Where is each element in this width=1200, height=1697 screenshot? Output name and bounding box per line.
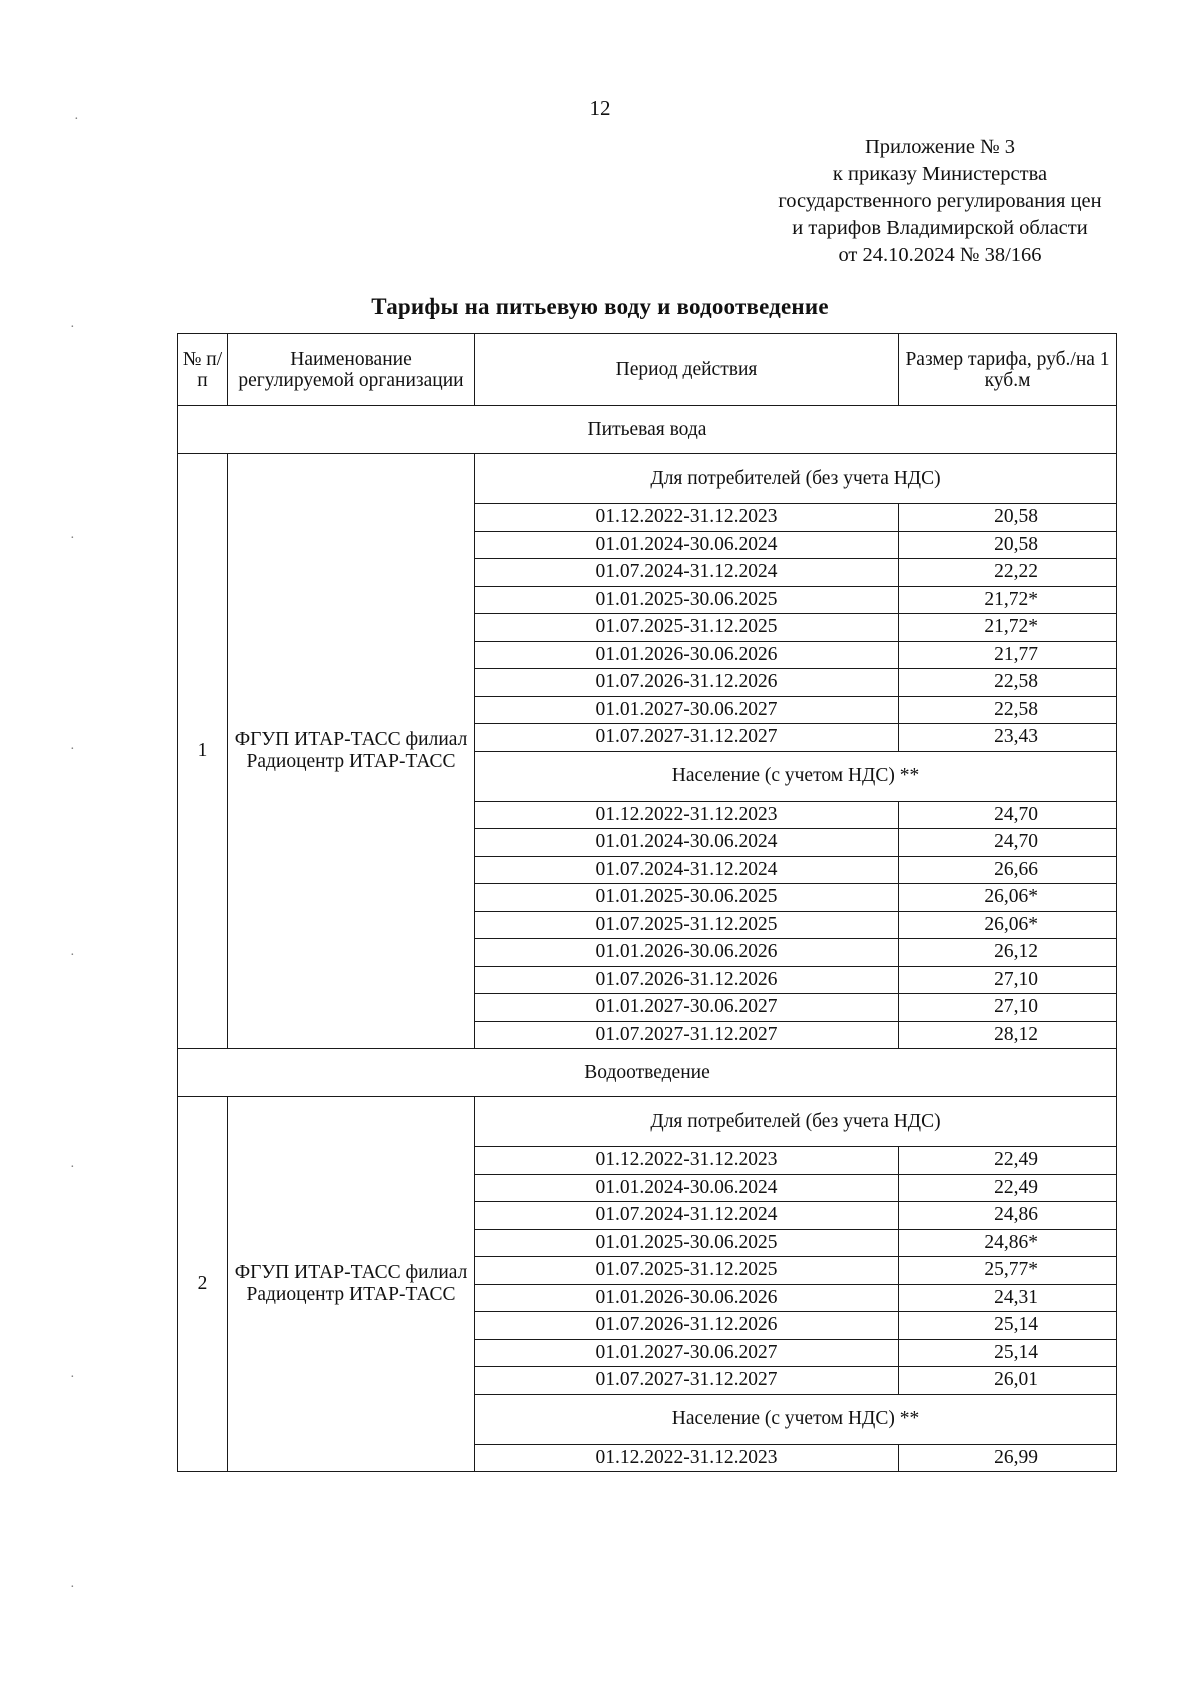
appendix-line: от 24.10.2024 № 38/166 bbox=[838, 244, 1042, 266]
period-cell: 01.01.2026-30.06.2026 bbox=[475, 939, 899, 967]
group-header-row bbox=[178, 454, 1117, 504]
row-number: 1 bbox=[178, 454, 228, 1049]
period-cell: 01.01.2024-30.06.2024 bbox=[475, 531, 899, 559]
consumer-group-label: Население (с учетом НДС) ** bbox=[475, 751, 1117, 801]
tariff-value-cell: 22,58 bbox=[899, 669, 1117, 697]
period-cell: 01.01.2027-30.06.2027 bbox=[475, 1339, 899, 1367]
tariff-value-cell: 22,49 bbox=[899, 1174, 1117, 1202]
page-number: 12 bbox=[589, 96, 611, 120]
row-number: 2 bbox=[178, 1097, 228, 1472]
scan-speck: · bbox=[70, 531, 75, 546]
column-header: Период действия bbox=[475, 334, 899, 406]
tariff-value-cell: 28,12 bbox=[899, 1021, 1117, 1049]
tariff-value-cell: 27,10 bbox=[899, 966, 1117, 994]
tariff-value-cell: 25,77* bbox=[899, 1257, 1117, 1285]
tariff-value-cell: 26,01 bbox=[899, 1367, 1117, 1395]
appendix-line: государственного регулирования цен bbox=[778, 190, 1102, 212]
tariff-value-cell: 23,43 bbox=[899, 724, 1117, 752]
tariff-value-cell: 22,49 bbox=[899, 1147, 1117, 1175]
tariff-value-cell: 21,72* bbox=[899, 586, 1117, 614]
period-cell: 01.07.2024-31.12.2024 bbox=[475, 559, 899, 587]
period-cell: 01.01.2025-30.06.2025 bbox=[475, 884, 899, 912]
tariff-value-cell: 27,10 bbox=[899, 994, 1117, 1022]
scan-speck: · bbox=[70, 1370, 75, 1385]
period-cell: 01.01.2027-30.06.2027 bbox=[475, 994, 899, 1022]
section-header-row bbox=[178, 1049, 1117, 1097]
tariff-value-cell: 20,58 bbox=[899, 531, 1117, 559]
period-cell: 01.07.2027-31.12.2027 bbox=[475, 1367, 899, 1395]
document-title: Тарифы на питьевую воду и водоотведение bbox=[371, 294, 829, 319]
period-cell: 01.07.2027-31.12.2027 bbox=[475, 1021, 899, 1049]
tariff-value-cell: 26,99 bbox=[899, 1444, 1117, 1472]
period-cell: 01.07.2024-31.12.2024 bbox=[475, 856, 899, 884]
scan-speck: · bbox=[70, 320, 75, 335]
period-cell: 01.01.2027-30.06.2027 bbox=[475, 696, 899, 724]
tariff-value-cell: 26,66 bbox=[899, 856, 1117, 884]
scan-speck: · bbox=[70, 1580, 75, 1595]
tariff-value-cell: 26,06* bbox=[899, 911, 1117, 939]
period-cell: 01.01.2024-30.06.2024 bbox=[475, 829, 899, 857]
period-cell: 01.07.2025-31.12.2025 bbox=[475, 911, 899, 939]
appendix-line: к приказу Министерства bbox=[832, 163, 1048, 185]
period-cell: 01.01.2024-30.06.2024 bbox=[475, 1174, 899, 1202]
column-header: № п/п bbox=[178, 334, 228, 406]
tariff-value-cell: 24,86 bbox=[899, 1202, 1117, 1230]
period-cell: 01.01.2025-30.06.2025 bbox=[475, 1229, 899, 1257]
organization-name: ФГУП ИТАР-ТАСС филиал Радиоцентр ИТАР-ТАСС bbox=[228, 454, 475, 1049]
tariff-value-cell: 21,77 bbox=[899, 641, 1117, 669]
period-cell: 01.01.2026-30.06.2026 bbox=[475, 1284, 899, 1312]
section-title: Питьевая вода bbox=[178, 406, 1117, 454]
tariff-value-cell: 24,31 bbox=[899, 1284, 1117, 1312]
consumer-group-label: Для потребителей (без учета НДС) bbox=[475, 1097, 1117, 1147]
period-cell: 01.12.2022-31.12.2023 bbox=[475, 1147, 899, 1175]
section-title: Водоотведение bbox=[178, 1049, 1117, 1097]
appendix-block bbox=[720, 134, 1160, 269]
table-header-row bbox=[178, 334, 1117, 406]
tariff-value-cell: 24,70 bbox=[899, 829, 1117, 857]
period-cell: 01.12.2022-31.12.2023 bbox=[475, 801, 899, 829]
section-header-row bbox=[178, 406, 1117, 454]
scan-speck: · bbox=[70, 948, 75, 963]
period-cell: 01.07.2026-31.12.2026 bbox=[475, 669, 899, 697]
period-cell: 01.07.2026-31.12.2026 bbox=[475, 966, 899, 994]
scan-speck: · bbox=[70, 742, 75, 757]
tariff-value-cell: 20,58 bbox=[899, 504, 1117, 532]
group-header-row bbox=[178, 1097, 1117, 1147]
tariff-value-cell: 25,14 bbox=[899, 1312, 1117, 1340]
tariff-value-cell: 21,72* bbox=[899, 614, 1117, 642]
organization-name: ФГУП ИТАР-ТАСС филиал Радиоцентр ИТАР-ТАСС bbox=[228, 1097, 475, 1472]
period-cell: 01.12.2022-31.12.2023 bbox=[475, 1444, 899, 1472]
period-cell: 01.07.2025-31.12.2025 bbox=[475, 1257, 899, 1285]
tariff-value-cell: 26,06* bbox=[899, 884, 1117, 912]
period-cell: 01.01.2025-30.06.2025 bbox=[475, 586, 899, 614]
tariff-value-cell: 26,12 bbox=[899, 939, 1117, 967]
tariff-value-cell: 24,86* bbox=[899, 1229, 1117, 1257]
column-header: Наименование регулируемой организации bbox=[228, 334, 475, 406]
period-cell: 01.12.2022-31.12.2023 bbox=[475, 504, 899, 532]
column-header: Размер тарифа, руб./на 1 куб.м bbox=[899, 334, 1117, 406]
appendix-line: Приложение № 3 bbox=[864, 136, 1016, 158]
scan-speck: · bbox=[74, 112, 79, 127]
tariff-value-cell: 22,58 bbox=[899, 696, 1117, 724]
period-cell: 01.07.2024-31.12.2024 bbox=[475, 1202, 899, 1230]
tariff-table bbox=[177, 333, 1117, 1472]
period-cell: 01.07.2027-31.12.2027 bbox=[475, 724, 899, 752]
appendix-line: и тарифов Владимирской области bbox=[792, 217, 1088, 239]
consumer-group-label: Для потребителей (без учета НДС) bbox=[475, 454, 1117, 504]
period-cell: 01.07.2025-31.12.2025 bbox=[475, 614, 899, 642]
consumer-group-label: Население (с учетом НДС) ** bbox=[475, 1394, 1117, 1444]
scan-speck: · bbox=[70, 1160, 75, 1175]
period-cell: 01.01.2026-30.06.2026 bbox=[475, 641, 899, 669]
period-cell: 01.07.2026-31.12.2026 bbox=[475, 1312, 899, 1340]
tariff-value-cell: 24,70 bbox=[899, 801, 1117, 829]
tariff-value-cell: 22,22 bbox=[899, 559, 1117, 587]
tariff-value-cell: 25,14 bbox=[899, 1339, 1117, 1367]
tariff-table-body bbox=[178, 334, 1117, 1472]
